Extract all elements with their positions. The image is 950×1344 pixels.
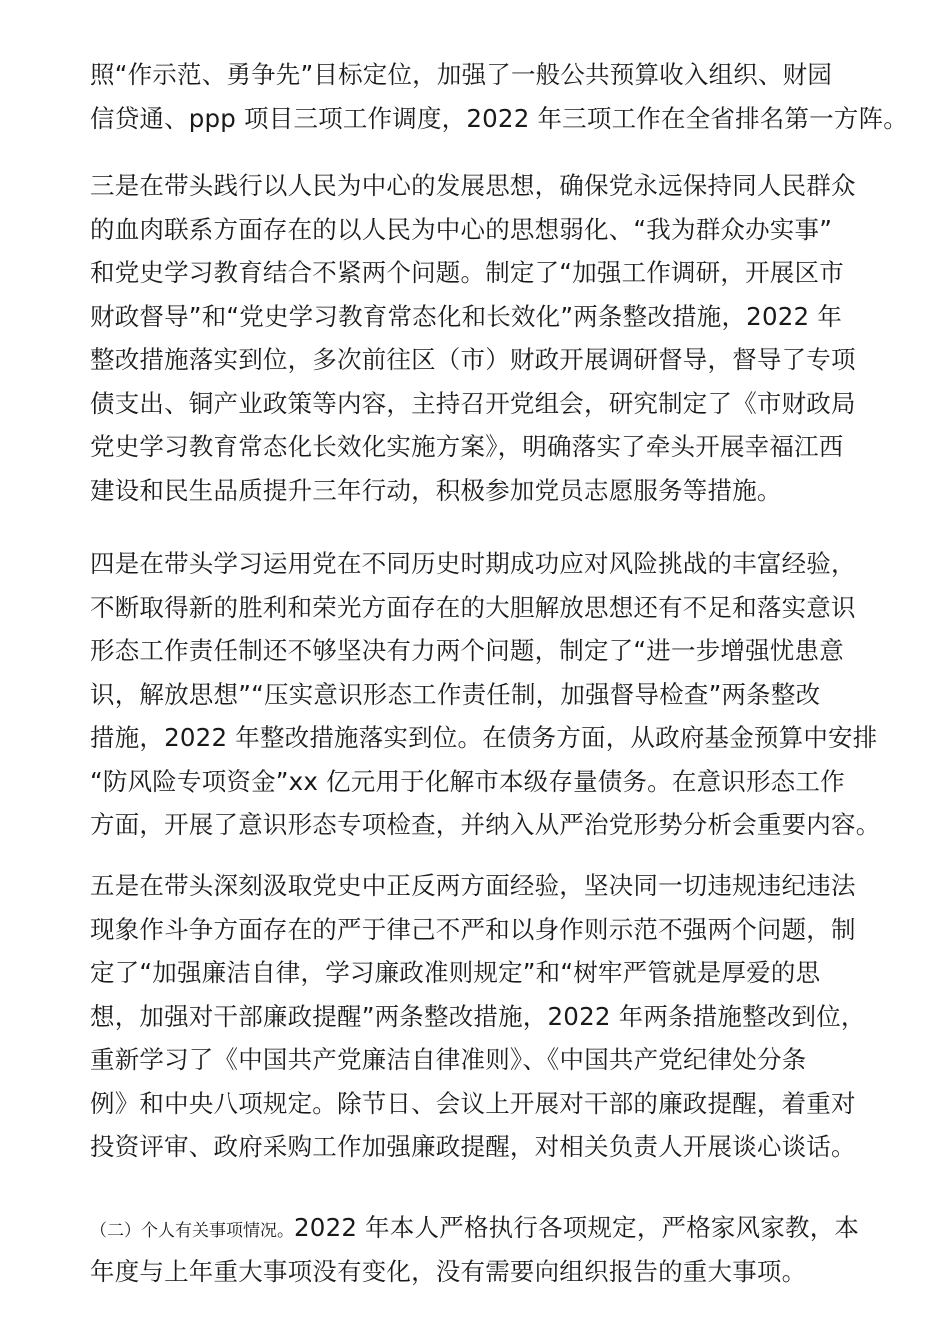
text-line: 投资评审、政府采购工作加强廉政提醒，对相关负责人开展谈心谈话。: [90, 1132, 856, 1161]
text-line: 措施，2022 年整改措施落实到位。在债务方面，从政府基金预算中安排: [90, 723, 878, 752]
text-line: 五是在带头深刻汲取党史中正反两方面经验，坚决同一切违规违纪违法: [90, 871, 856, 900]
text-line: 重新学习了《中国共产党廉洁自律准则》、《中国共产党纪律处分条: [90, 1045, 807, 1074]
text-line: 四是在带头学习运用党在不同历史时期成功应对风险挑战的丰富经验，: [90, 549, 856, 578]
text-line: 不断取得新的胜利和荣光方面存在的大胆解放思想还有不足和落实意识: [90, 592, 856, 622]
text-line: 照“作示范、勇争先”目标定位，加强了一般公共预算收入组织、财园: [90, 60, 833, 89]
text-line: 例》和中央八项规定。除节日、会议上开展对干部的廉政提醒，着重对: [90, 1088, 856, 1118]
text-line: [90, 1206, 910, 1250]
text-line: 债支出、铜产业政策等内容，主持召开党组会，研究制定了《市财政局: [90, 388, 856, 418]
paragraph-item-four: [90, 542, 910, 847]
text-line: 的血肉联系方面存在的以人民为中心的思想弱化、“我为群众办实事”: [90, 214, 833, 244]
text-line: 形态工作责任制还不够坚决有力两个问题，制定了“进一步增强忧患意: [90, 636, 844, 665]
text-line: 方面，开展了意识形态专项检查，并纳入从严治党形势分析会重要内容。: [90, 810, 881, 839]
heading-line-rest: 2022 年本人严格执行各项规定，严格家风家教，本: [294, 1213, 860, 1242]
text-line: 识，解放思想”“压实意识形态工作责任制，加强督导检查”两条整改: [90, 679, 821, 709]
text-line: 和党史学习教育结合不紧两个问题。制定了“加强工作调研，开展区市: [90, 258, 844, 287]
text-line: 想，加强对干部廉政提醒”两条整改措施，2022 年两条措施整改到位，: [90, 1001, 866, 1031]
text-line: 党史学习教育常态化长效化实施方案》，明确落实了牵头开展幸福江西: [90, 432, 844, 461]
text-line: 信贷通、ppp 项目三项工作调度，2022 年三项工作在全省排名第一方阵。: [90, 103, 908, 133]
paragraph-personal-matters: [90, 1206, 910, 1293]
section-heading: （二）个人有关事项情况。: [90, 1221, 294, 1241]
paragraph-item-three: [90, 164, 910, 512]
text-line: 现象作斗争方面存在的严于律己不严和以身作则示范不强两个问题，制: [90, 914, 856, 944]
text-line: 定了“加强廉洁自律，学习廉政准则规定”和“树牢严管就是厚爱的思: [90, 958, 821, 987]
text-line: 年度与上年重大事项没有变化，没有需要向组织报告的重大事项。: [90, 1256, 807, 1286]
text-line: 三是在带头践行以人民为中心的发展思想，确保党永远保持同人民群众: [90, 171, 856, 200]
text-line: 财政督导”和“党史学习教育常态化和长效化”两条整改措施，2022 年: [90, 301, 843, 331]
paragraph-item-five: [90, 864, 910, 1169]
text-line: “防风险专项资金”xx 亿元用于化解市本级存量债务。在意识形态工作: [90, 766, 845, 796]
paragraph-fiscal-work: [90, 53, 910, 140]
text-line: 整改措施落实到位，多次前往区（市）财政开展调研督导，督导了专项: [90, 345, 856, 374]
text-line: 建设和民生品质提升三年行动，积极参加党员志愿服务等措施。: [90, 475, 782, 505]
